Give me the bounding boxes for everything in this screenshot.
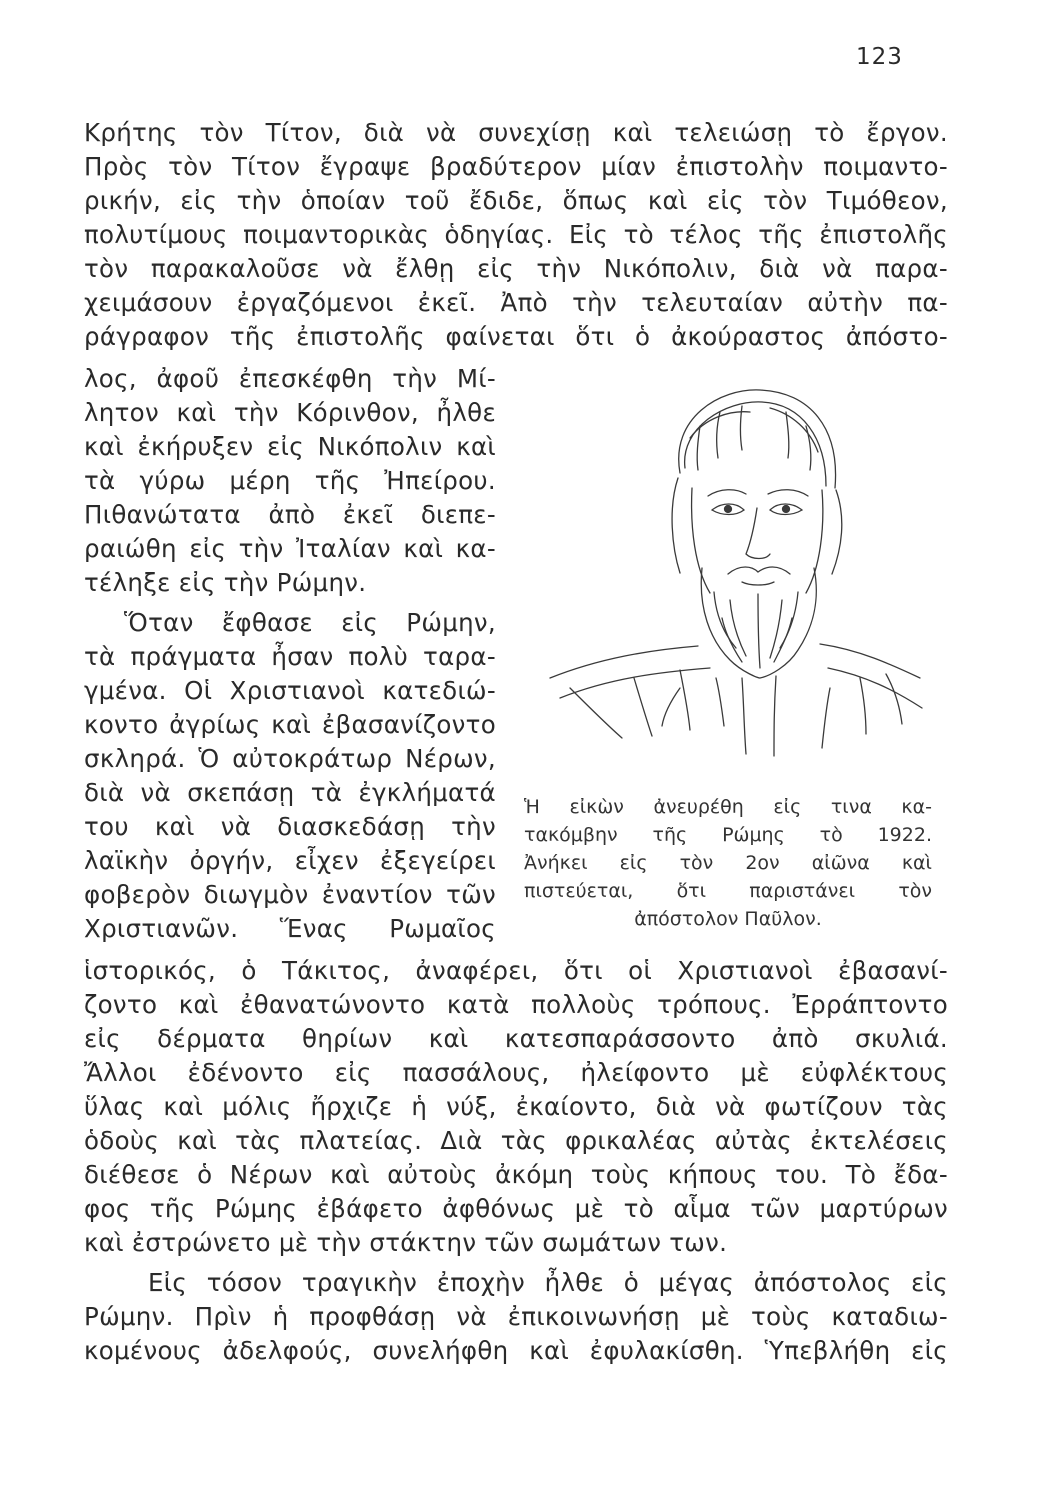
- text-line: Ὅταν ἔφθασε εἰς Ρώμην,: [124, 608, 496, 637]
- text-line: ἱστορικός, ὁ Τάκιτος, ἀναφέρει, ὅτι οἱ Χριστιανοὶ ἐβασανί-: [84, 956, 948, 985]
- text-line: τὰ πράγματα ἦσαν πολὺ ταρα-: [84, 642, 496, 671]
- text-line: τὰ γύρω μέρη τῆς Ἠπείρου.: [84, 466, 496, 495]
- text-line: πολυτίμους ποιμαντορικὰς ὁδηγίας. Εἰς τὸ τέλος τῆς ἐπιστολῆς: [84, 220, 948, 249]
- caption-line: Ἀνήκει εἰς τὸν 2ον αἰῶνα καὶ: [524, 852, 932, 874]
- text-line: Πρὸς τὸν Τίτον ἔγραψε βραδύτερον μίαν ἐπιστολὴν ποιμαντο-: [84, 152, 948, 181]
- text-line: Εἰς τόσον τραγικὴν ἐποχὴν ἦλθε ὁ μέγας ἀπόστολος εἰς: [148, 1268, 948, 1297]
- text-line: ὕλας καὶ μόλις ἤρχιζε ἡ νύξ, ἐκαίοντο, διὰ νὰ φωτίζουν τὰς: [84, 1092, 948, 1121]
- text-line: ραιώθη εἰς τὴν Ἰταλίαν καὶ κα-: [84, 534, 496, 563]
- caption-line: ἀπόστολον Παῦλον.: [634, 908, 822, 930]
- text-line: σκληρά. Ὁ αὐτοκράτωρ Νέρων,: [84, 744, 496, 773]
- text-line: φοβερὸν διωγμὸν ἐναντίον τῶν: [84, 880, 496, 909]
- text-line: διὰ νὰ σκεπάσῃ τὰ ἐγκλήματά: [84, 778, 496, 807]
- text-line: γμένα. Οἱ Χριστιανοὶ κατεδιώ-: [84, 676, 496, 705]
- text-line: λητον καὶ τὴν Κόρινθον, ἦλθε: [84, 398, 496, 427]
- apostle-portrait-sketch: [530, 378, 930, 778]
- text-line: λαϊκὴν ὀργήν, εἶχεν ἐξεγείρει: [84, 846, 496, 875]
- text-line: ράγραφον τῆς ἐπιστολῆς φαίνεται ὅτι ὁ ἀκούραστος ἀπόστο-: [84, 322, 948, 351]
- text-line: κομένους ἀδελφούς, συνελήφθη καὶ ἐφυλακίσθη. Ὑπεβλήθη εἰς: [84, 1336, 948, 1365]
- text-line: εἰς δέρματα θηρίων καὶ κατεσπαράσσοντο ἀπὸ σκυλιά.: [84, 1024, 948, 1053]
- text-line: κοντο ἀγρίως καὶ ἐβασανίζοντο: [84, 710, 496, 739]
- text-line: ρικήν, εἰς τὴν ὁποίαν τοῦ ἔδιδε, ὅπως καὶ εἰς τὸν Τιμόθεον,: [84, 186, 948, 215]
- text-line: φος τῆς Ρώμης ἐβάφετο ἀφθόνως μὲ τὸ αἷμα τῶν μαρτύρων: [84, 1194, 948, 1223]
- text-line: Ρώμην. Πρὶν ἡ προφθάσῃ νὰ ἐπικοινωνήσῃ μὲ τοὺς καταδιω-: [84, 1302, 948, 1331]
- text-line: ζοντο καὶ ἐθανατώνοντο κατὰ πολλοὺς τρόπους. Ἐρράπτοντο: [84, 990, 948, 1019]
- text-line: του καὶ νὰ διασκεδάσῃ τὴν: [84, 812, 496, 841]
- text-line: Χριστιανῶν. Ἕνας Ρωμαῖος: [84, 914, 496, 943]
- text-line: τέληξε εἰς τὴν Ρώμην.: [84, 568, 367, 597]
- text-line: ὁδοὺς καὶ τὰς πλατείας. Διὰ τὰς φρικαλέας αὐτὰς ἐκτελέσεις: [84, 1126, 948, 1155]
- text-line: διέθεσε ὁ Νέρων καὶ αὐτοὺς ἀκόμη τοὺς κήπους του. Τὸ ἔδα-: [84, 1160, 948, 1189]
- caption-line: πιστεύεται, ὅτι παριστάνει τὸν: [524, 880, 932, 902]
- text-line: καὶ ἐκήρυξεν εἰς Νικόπολιν καὶ: [84, 432, 496, 461]
- text-line: λος, ἀφοῦ ἐπεσκέφθη τὴν Μί-: [84, 364, 496, 393]
- text-line: Κρήτης τὸν Τίτον, διὰ νὰ συνεχίσῃ καὶ τελειώσῃ τὸ ἔργον.: [84, 118, 948, 147]
- text-line: τὸν παρακαλοῦσε νὰ ἔλθῃ εἰς τὴν Νικόπολιν, διὰ νὰ παρα-: [84, 254, 948, 283]
- page-number: 123: [856, 44, 903, 70]
- text-line: Ἄλλοι ἐδένοντο εἰς πασσάλους, ἠλείφοντο μὲ εὐφλέκτους: [84, 1058, 948, 1087]
- text-line: Πιθανώτατα ἀπὸ ἐκεῖ διεπε-: [84, 500, 496, 529]
- text-line: χειμάσουν ἐργαζόμενοι ἐκεῖ. Ἀπὸ τὴν τελευταίαν αὐτὴν πα-: [84, 288, 948, 317]
- caption-line: τακόμβην τῆς Ρώμης τὸ 1922.: [524, 824, 932, 846]
- text-line: καὶ ἐστρώνετο μὲ τὴν στάκτην τῶν σωμάτων των.: [84, 1228, 728, 1257]
- caption-line: Ἡ εἰκὼν ἀνευρέθη εἰς τινα κα-: [524, 796, 932, 818]
